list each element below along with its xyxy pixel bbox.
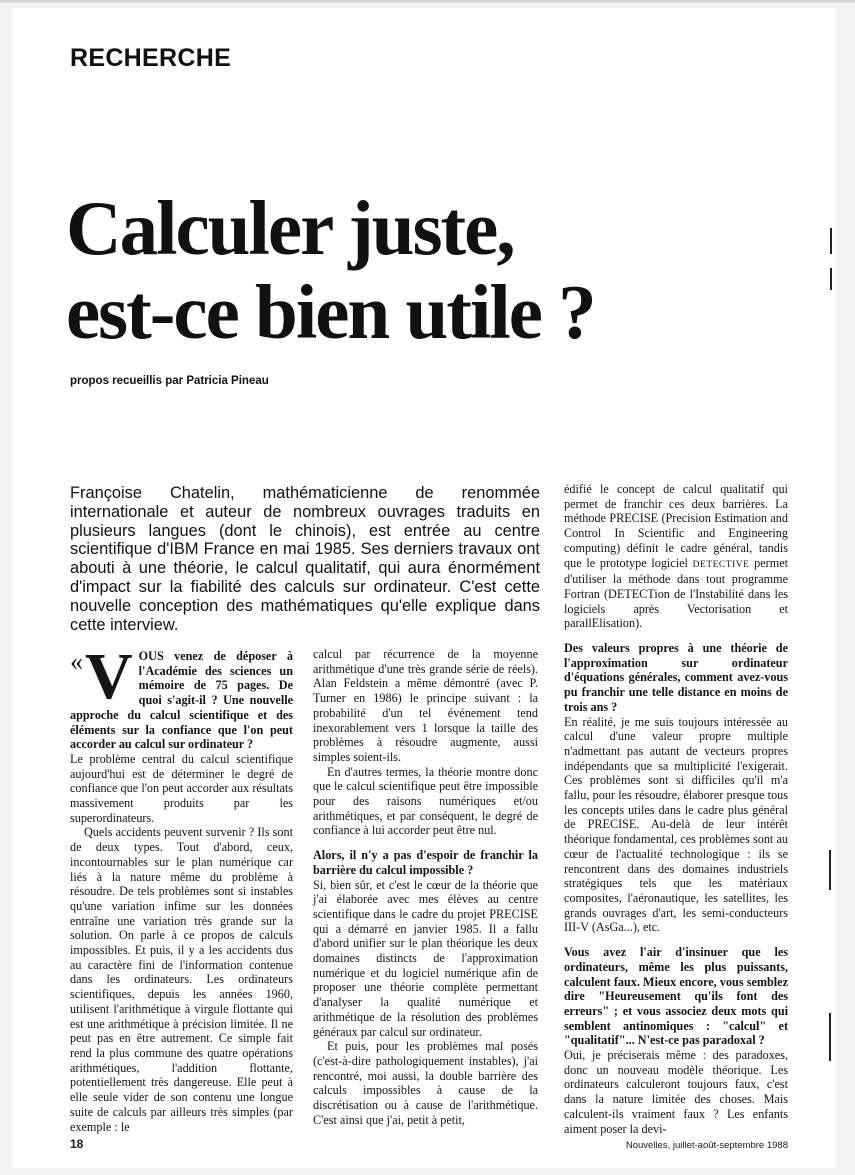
open-quote: « [70, 647, 83, 676]
byline: propos recueillis par Patricia Pineau [70, 375, 269, 387]
drop-cap: V [85, 640, 133, 713]
body-paragraph: Et puis, pour les problèmes mal posés (c'est-à-dire pathologiquement instables), j'ai rencontré, moi aussi, la double barrière des calculs impossibles à cause de la discrétisation ou à cause de l'arithmétique. C'est ainsi que j'ai, petit à petit, [313, 1039, 538, 1127]
body-paragraph: Quels accidents peuvent survenir ? Ils sont de deux types. Tout d'abord, ceux, incontournables sur le plan numérique car liés à la nature même du problème à résoudre. De tels problèmes sont si instables qu'une variation infime sur les données entraîne une variation très grande sur la solution. On parle à ce propos de calculs impossibles. Et puis, il y a les accidents dus au caractère fini de l'information contenue dans les ordinateurs. Les ordinateurs scientifiques, depuis les années 1960, utilisent l'arithmétique à virgule flottante qui est une arithmétique à précision limitée. Il ne peut pas en être autrement. Ce simple fait rend la plus commune des quatre opérations arithmétiques, l'addition flottante, potentiellement très dangereuse. Elle peut à elle seule vider de son contenu une longue suite de calculs par ailleurs très simples (par exemple : le [70, 825, 293, 1134]
page-number: 18 [70, 1137, 84, 1151]
title-line-1: Calculer juste, [66, 185, 514, 271]
column-3 [564, 482, 788, 1136]
body-paragraph: calcul par récurrence de la moyenne arithmétique d'une très grande série de réels). Alan Feldstein a même démontré (avec P. Turner en 1986) le principe suivant : la probabilité d'un tel événement tend inexorablement vers 1 lorsque la taille des problèmes à résoudre augmente, aussi simples soient-ils. [313, 647, 538, 764]
edge-mark [830, 268, 832, 290]
journal-footer: Nouvelles, juillet-août-septembre 1988 [625, 1140, 788, 1151]
column-2 [313, 647, 538, 1128]
section-label: RECHERCHE [70, 44, 232, 72]
answer-paragraph: Le problème central du calcul scientifique aujourd'hui est de déterminer le degré de confiance que l'on peut accorder aux résultats massivement produits par les superordinateurs. [70, 751, 293, 825]
answer-paragraph: Oui, je préciserais même : des paradoxes, donc un nouveau modèle théorique. Les ordinateurs calculeront toujours faux, c'est dans la nature limitée des choses. Mais calculent-ils vraiment faux ? Les enfants aiment poser la devi- [564, 1048, 788, 1136]
question-text: Des valeurs propres à une théorie de l'approximation sur ordinateur d'équations générales, comment avez-vous pu franchir une telle distance en moins de trois ans ? [564, 641, 788, 714]
title-line-2: est-ce bien utile ? [66, 269, 595, 355]
question-text: OUS venez de déposer à l'Académie des sciences un mémoire de 75 pages. De quoi s'agit-il ? Une nouvelle approche du calcul scientifique et des éléments sur la confiance que l'on peut accorder au calcul sur ordinateur ? [70, 649, 293, 752]
question-text: Vous avez l'air d'insinuer que les ordinateurs, même les plus puissants, calculent faux. Mieux encore, vous semblez dire "Heureusement qu'ils font des erreurs" ; et vous associez deux mots qui semblent antinomiques : "calcul" et "qualitatif"... N'est-ce pas paradoxal ? [564, 945, 788, 1048]
first-question [70, 640, 293, 752]
question-text: Alors, il n'y a pas d'espoir de franchir la barrière du calcul impossible ? [313, 848, 538, 877]
body-paragraph: En d'autres termes, la théorie montre donc que le calcul scientifique peut être impossible pour des raisons numériques et/ou arithmétiques, et par conséquent, le degré de confiance à lui accorder peut être nul. [313, 764, 538, 838]
answer-paragraph: En réalité, je me suis toujours intéressée au calcul d'une valeur propre multiple n'admettant pas autant de vecteurs propres indépendants que sa multiplicité l'exigerait. Ces problèmes sont si difficiles qu'il m'a fallu, pour les résoudre, élaborer presque tous les concepts utiles dans le cadre plus général de PRECISE. Au-delà de leur intérêt théorique fondamental, ces problèmes sont au cœur de l'actualité technologique : ils se rencontrent dans des domaines industriels stratégiques tels que les matériaux composites, l'aéronautique, les satellites, les grands ouvrages d'art, les semi-conducteurs III-V (AsGa...), etc. [564, 714, 788, 935]
body-paragraph [564, 482, 788, 631]
edge-mark [830, 228, 832, 254]
answer-paragraph: Si, bien sûr, et c'est le cœur de la théorie que j'ai élaborée avec mes élèves au centre scientifique dans le cadre du projet PRECISE qui a démarré en janvier 1985. Il a fallu d'abord unifier sur le plan théorique les deux domaines distincts de l'approximation numérique et du logiciel numérique afin de proposer une théorie complète permettant d'analyser la qualité numérique et arithmétique de la résolution des problèmes généraux par calcul sur ordinateur. [313, 877, 538, 1039]
body-text: permet d'utiliser la méthode dans tout programme Fortran (DETECTion de l'Instabilité dans les logiciels après Vectorisation et parallElisation). [564, 555, 788, 631]
lead-paragraph: Françoise Chatelin, mathématicienne de renommée internationale et auteur de nombreux ouvrages traduits en plusieurs langues (dont le chinois), est entrée au centre scientifique d'IBM France en mai 1985. Ses derniers travaux ont abouti à une théorie, le calcul qualitatif, qui aura énormément d'impact sur la fiabilité des calculs sur ordinateur. C'est cette nouvelle conception des mathématiques qu'elle explique dans cette interview. [70, 484, 540, 634]
software-name: DETECTIVE [692, 559, 750, 570]
column-1 [70, 640, 293, 1134]
body-text: édifié le concept de calcul qualitatif qui permet de franchir ces deux barrières. La méthode PRECISE (Precision Estimation and Control In Scientific and Engineering computing) définit le cadre général, tandis que le prototype logiciel [564, 482, 788, 570]
article-title [66, 186, 786, 354]
edge-mark [829, 1013, 831, 1061]
top-edge-line [0, 0, 855, 3]
edge-mark [829, 850, 831, 890]
